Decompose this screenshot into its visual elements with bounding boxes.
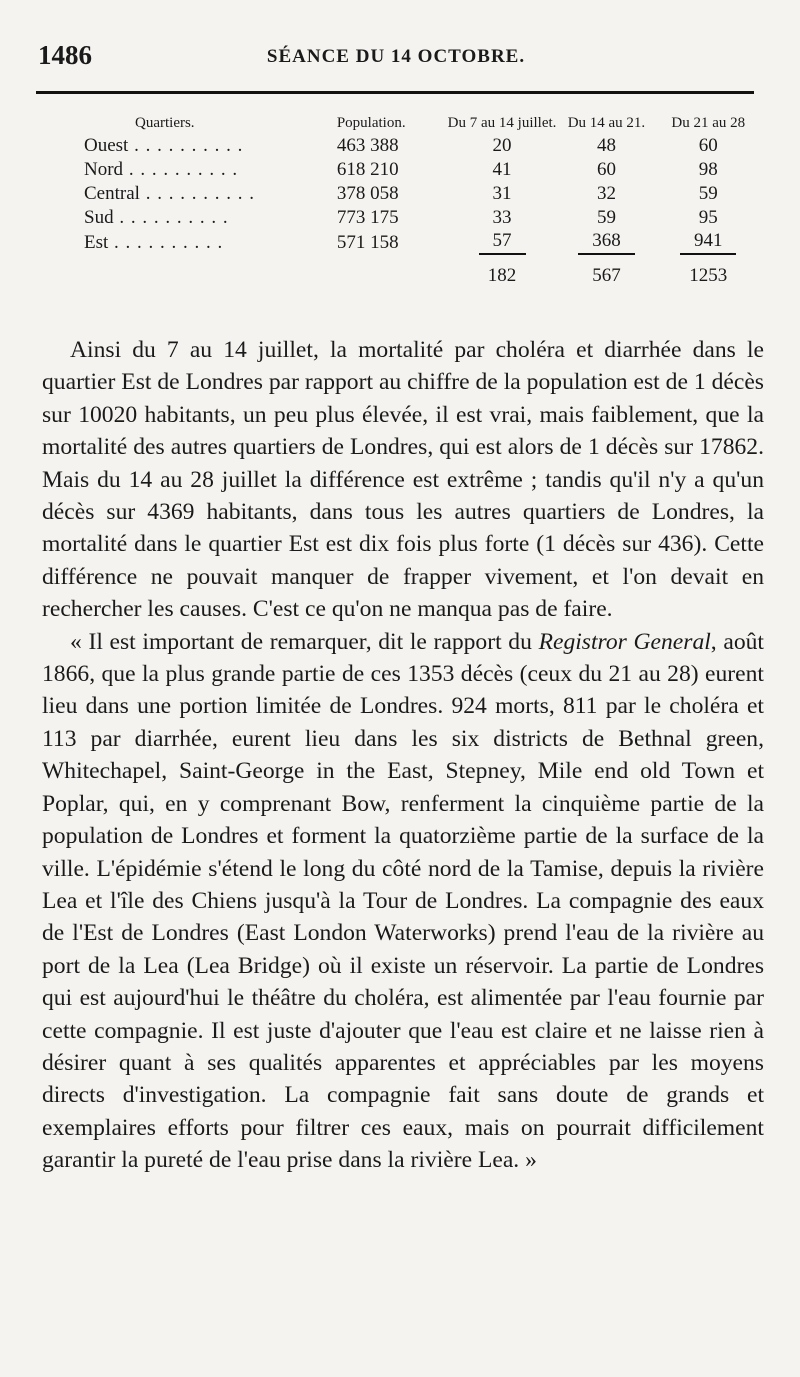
page-number: 1486 (38, 40, 92, 70)
table-cell: 59 (698, 183, 718, 204)
table-cell (448, 230, 557, 255)
district-name: Nord . . . (84, 159, 238, 180)
table-cell: 618 210 (336, 159, 399, 180)
totals-row (80, 255, 760, 289)
column-header: Population. (336, 114, 406, 131)
table-cell (80, 158, 329, 182)
table-cell: 59 (596, 207, 616, 228)
underlined-value: 941 (680, 230, 737, 255)
district-name: Central . . . (84, 183, 255, 204)
quote-body: , août 1866, que la plus grande partie de ces 1353 décès (ceux du 21 au 28) eurent lieu dans une portion limitée de Londres. 924 morts, 811 par le choléra et 113 par diarrhée, eurent lieu dans les six districts de Bethnal green, Whitechapel, Saint-George in the East, Stepney, Mile end old Town et Poplar, qui, en y comprenant Bow, renferment la cinquième partie de la population de Londres et forment la quatorzième partie de la surface de la ville. L'épidémie s'étend le long du côté nord de la Tamise, depuis la rivière Lea et l'île des Chiens jusqu'à la Tour de Londres. La compagnie des eaux de l'Est de Londres (East London Waterworks) prend l'eau de la rivière au port de la Lea (Lea Bridge) où il existe un réservoir. La partie de Londres qui est aujourd'hui le théâtre du choléra, est alimentée par l'eau fournie par cette compagnie. Il est juste d'ajouter que l'eau est claire et ne laisse rien à désirer quant à ses qualités apparentes et appréciables par les moyens directs d'investigation. La compagnie fait sans doute de grands et exemplaires efforts pour filtrer ces eaux, mais on pourrait difficilement garantir la pureté de l'eau prise dans la rivière Lea. » (42, 628, 764, 1174)
table-cell: 20 (492, 135, 512, 156)
table-cell: 32 (596, 183, 616, 204)
quote-intro: « Il est important de remarquer, dit le rapport du (70, 628, 539, 655)
total-cell: 567 (592, 265, 621, 286)
district-name: Sud . . . (84, 207, 229, 228)
table-cell: 571 158 (336, 231, 399, 253)
total-cell: 182 (487, 265, 517, 286)
mortality-table (80, 112, 760, 289)
table-cell: 98 (698, 159, 718, 180)
table-row (80, 158, 760, 182)
table-cell: 41 (492, 159, 512, 180)
table-cell (556, 230, 656, 255)
table-cell: 31 (492, 183, 512, 204)
total-cell: 1253 (689, 265, 728, 286)
paragraph: Ainsi du 7 au 14 juillet, la mortalité par choléra et diarrhée dans le quartier Est de Londres par rapport au chiffre de la population est de 1 décès sur 10020 habitants, un peu plus élevée, il est vrai, mais faiblement, que la mortalité des autres quartiers de Londres, qui est alors de 1 décès sur 17862. Mais du 14 au 28 juillet la différence est extrême ; tandis qu'il n'y a qu'un décès sur 4369 habitants, dans tous les autres quartiers de Londres, la mortalité dans le quartier Est est dix fois plus forte (1 décès sur 436). Cette différence ne pouvait manquer de frapper vivement, et l'on devait en rechercher les causes. C'est ce qu'on ne manqua pas de faire. (42, 337, 764, 623)
column-header: Du 14 au 21. (567, 114, 646, 131)
underlined-value: 368 (578, 230, 635, 255)
table-cell (80, 182, 329, 206)
table-row (80, 206, 760, 230)
table-cell: 33 (492, 207, 512, 228)
column-header: Du 7 au 14 juillet. (447, 114, 557, 131)
district-name: Est . . . (84, 232, 223, 253)
body-text (42, 334, 764, 1177)
running-title: SÉANCE DU 14 OCTOBRE. (266, 46, 526, 67)
table-cell (80, 206, 329, 230)
table-cell (80, 230, 329, 255)
table-row (80, 230, 760, 255)
column-header: Du 21 au 28 (671, 114, 746, 131)
table-cell (656, 230, 760, 255)
table-header-row (80, 112, 760, 134)
table-cell (80, 134, 329, 158)
table-row (80, 134, 760, 158)
table-cell: 95 (698, 207, 718, 228)
table-cell: 773 175 (336, 207, 399, 228)
page-header (38, 38, 754, 78)
header-rule (36, 91, 754, 94)
table-cell: 48 (596, 135, 616, 156)
paragraph (42, 626, 764, 1177)
table-cell: 60 (596, 159, 616, 180)
table-row (80, 182, 760, 206)
underlined-value: 57 (479, 230, 526, 255)
table-cell: 378 058 (336, 183, 399, 204)
italic-title: Registror General (538, 628, 711, 655)
table-cell: 463 388 (336, 135, 399, 156)
column-header: Quartiers. (135, 114, 195, 131)
district-name: Ouest . . . (84, 135, 243, 156)
table-cell: 60 (698, 135, 718, 156)
